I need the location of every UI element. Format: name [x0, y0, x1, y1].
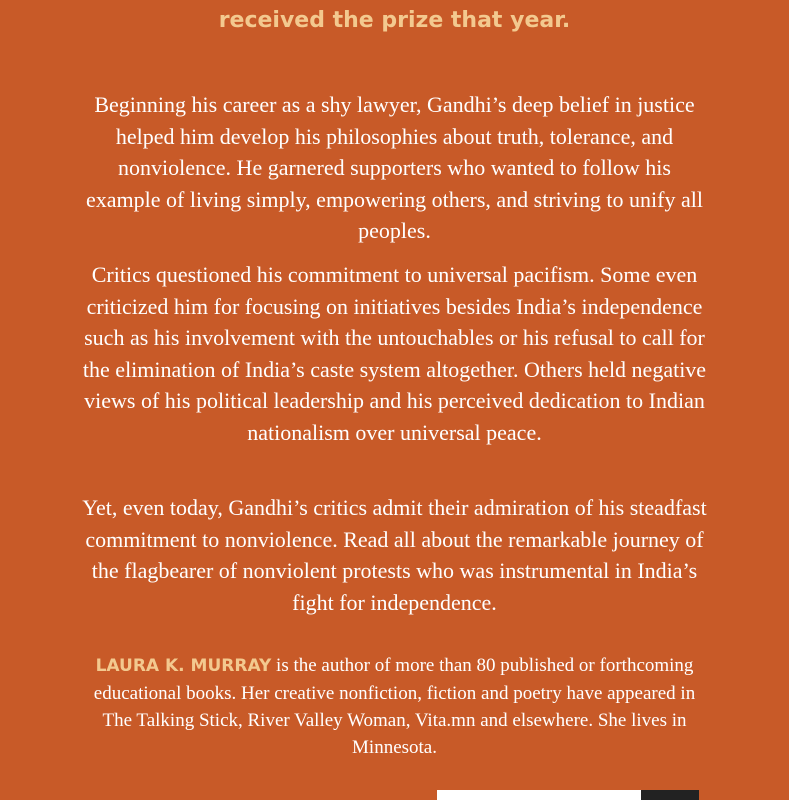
- paragraph-career: Beginning his career as a shy lawyer, Gandhi’s deep belief in justice helped him develop his philosophies about truth, tolerance, and nonviolence. He garnered supporters who wanted to follow his example of living simply, empowering others, and striving to unify all peoples.: [86, 92, 703, 243]
- author-bio: [80, 652, 709, 761]
- barcode-area: [437, 790, 641, 800]
- author-bio-text: is the author of more than 80 published or forthcoming educational books. Her creative nonfiction, fiction and poetry have appeared in The Talking Stick, River Valley Woman, Vita.mn and elsewhere. She lives in Minnesota.: [93, 655, 696, 758]
- headline: received the prize that year.: [218, 8, 571, 33]
- paragraph-critics: Critics questioned his commitment to universal pacifism. Some even criticized him for focusing on initiatives besides India’s independence such as his involvement with the untouchables or his refusal to call for the elimination of India’s caste system altogether. Others held negative views of his political leadership and his perceived dedication to Indian nationalism over universal peace.: [82, 262, 707, 445]
- paragraph-legacy: Yet, even today, Gandhi’s critics admit their admiration of his steadfast commitment to nonviolence. Read all about the remarkable journey of the flagbearer of nonviolent protests who was instrumental in India’s fight for independence.: [82, 495, 707, 615]
- author-name: LAURA K. MURRAY: [95, 656, 272, 676]
- barcode-price-block: [641, 790, 699, 800]
